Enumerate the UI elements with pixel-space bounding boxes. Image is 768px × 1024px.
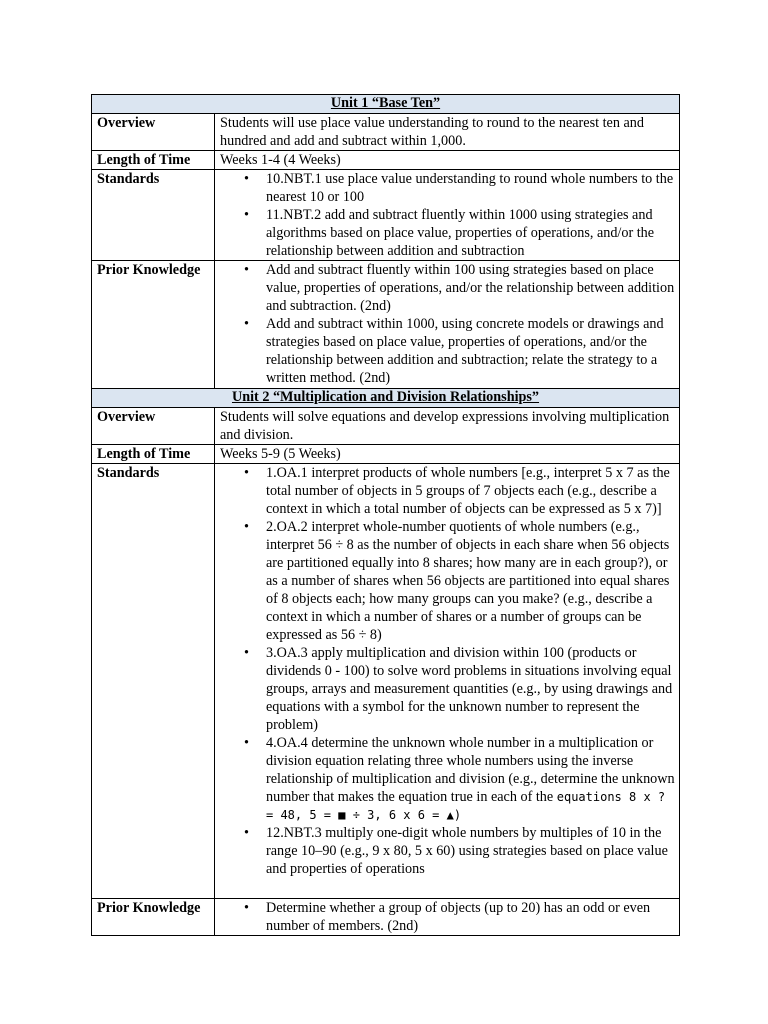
list-item: • 1.OA.1 interpret products of whole numbers [e.g., interpret 5 x 7 as the total number of objects in 5 groups of 7 objects each (e.g., describe a context in which a total number of objects can be expressed as 5 x 7)] [266,464,675,518]
unit-2-overview-label: Overview [92,408,215,445]
unit-2-prior-label: Prior Knowledge [92,899,215,936]
unit-1-overview-label: Overview [92,114,215,151]
unit-1-prior-row [92,261,680,389]
list-item [266,734,675,824]
curriculum-table [91,94,680,936]
unit-1-overview-row [92,114,680,151]
unit-1-overview-text: Students will use place value understanding to round to the nearest ten and hundred and add and subtract within 1,000. [215,114,680,151]
unit-1-prior-label: Prior Knowledge [92,261,215,389]
unit-1-standards-label: Standards [92,170,215,261]
unit-1-standards-cell [215,170,680,261]
standard-oa4-equations: equations 8 x ? = 48, 5 = ■ ÷ 3, 6 x 6 = ▲) [266,790,666,822]
list-item: • Add and subtract within 1000, using concrete models or drawings and strategies based on place value, properties of operations, and/or the relationship between addition and subtraction; relate the strategy to a written method. (2nd) [266,315,675,387]
unit-1-standards-row [92,170,680,261]
unit-1-header-row [92,95,680,114]
unit-2-overview-text: Students will solve equations and develop expressions involving multiplication and division. [215,408,680,445]
list-item: • 3.OA.3 apply multiplication and division within 100 (products or dividends 0 - 100) to solve word problems in situations involving equal groups, arrays and measurement quantities (e.g., by using drawings and equations with a symbol for the unknown number to represent the problem) [266,644,675,734]
unit-2-length-row [92,445,680,464]
unit-1-title: Unit 1 “Base Ten” [330,95,441,111]
unit-1-length-text: Weeks 1-4 (4 Weeks) [215,151,680,170]
list-item: • 11.NBT.2 add and subtract fluently within 1000 using strategies and algorithms based on place value, properties of operations, and/or the relationship between addition and subtraction [266,206,675,260]
unit-2-length-text: Weeks 5-9 (5 Weeks) [215,445,680,464]
list-item: • 2.OA.2 interpret whole-number quotients of whole numbers (e.g., interpret 56 ÷ 8 as the number of objects in each share when 56 objects are partitioned equally into 8 shares; how many are in each group?), or as a number of shares when 56 objects are partitioned into equal shares of 8 objects each; how many groups can you make? (e.g., describe a context in which a number of shares or a number of groups can be expressed as 56 ÷ 8) [266,518,675,644]
list-item: • 10.NBT.1 use place value understanding to round whole numbers to the nearest 10 or 100 [266,170,675,206]
list-item: • Determine whether a group of objects (up to 20) has an odd or even number of members. (2nd) [266,899,675,935]
list-item: • Add and subtract fluently within 100 using strategies based on place value, properties of operations, and/or the relationship between addition and subtraction. (2nd) [266,261,675,315]
unit-2-title: Unit 2 “Multiplication and Division Relationships” [231,389,540,405]
unit-1-prior-list [220,261,675,387]
unit-2-standards-list [220,464,675,878]
unit-2-standards-row [92,464,680,899]
unit-2-standards-cell [215,464,680,899]
standard-oa4-text: 4.OA.4 determine the unknown whole number in a multiplication or division equation relating three whole numbers using the inverse relationship of multiplication and division (e.g., determine the unknown number that makes the equation true in each of the [266,735,675,805]
unit-1-length-label: Length of Time [92,151,215,170]
unit-1-title-cell [92,95,680,114]
unit-2-length-label: Length of Time [92,445,215,464]
unit-2-prior-row [92,899,680,936]
list-item: • 12.NBT.3 multiply one-digit whole numbers by multiples of 10 in the range 10–90 (e.g., 9 x 80, 5 x 60) using strategies based on place value and properties of operations [266,824,675,878]
unit-1-length-row [92,151,680,170]
unit-1-standards-list [220,170,675,260]
unit-2-prior-list [220,899,675,935]
unit-2-prior-cell [215,899,680,936]
unit-2-header-row [92,389,680,408]
unit-2-title-cell [92,389,680,408]
unit-2-overview-row [92,408,680,445]
unit-1-prior-cell [215,261,680,389]
unit-2-standards-label: Standards [92,464,215,899]
